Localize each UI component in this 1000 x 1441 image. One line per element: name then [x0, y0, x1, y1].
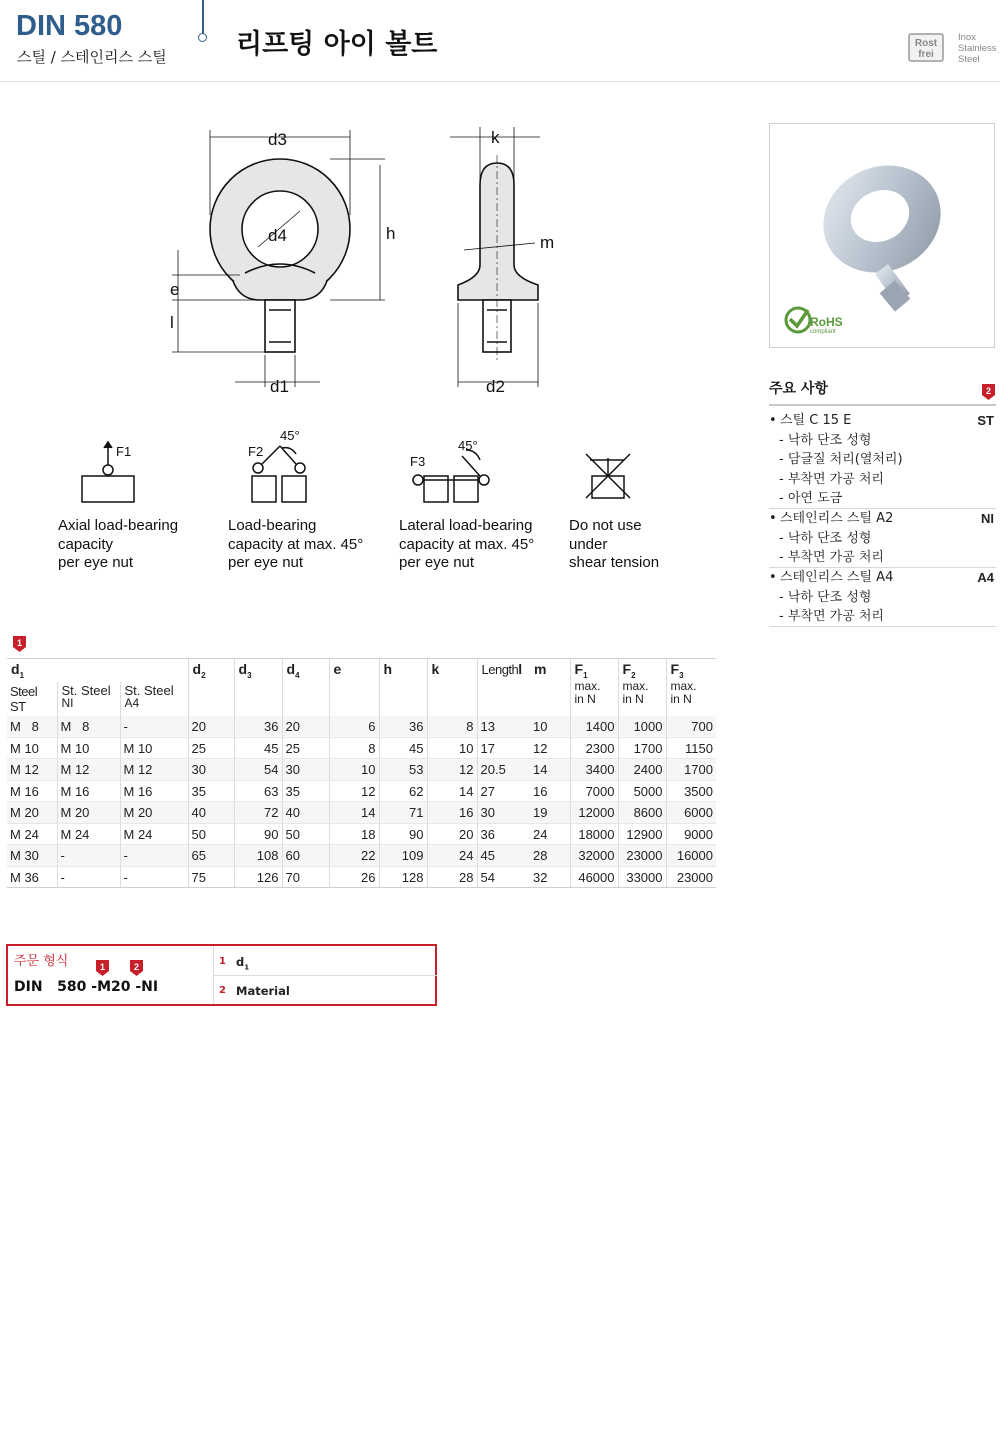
features-badge — [982, 384, 995, 400]
table-cell: 8600 — [618, 802, 666, 824]
features-rule — [769, 404, 996, 406]
order-row-divider — [213, 975, 437, 976]
table-cell: 26 — [329, 866, 379, 888]
table-row — [7, 823, 716, 845]
col-d1: $d_1$ — [7, 659, 188, 682]
table-cell: M 20 — [120, 802, 188, 824]
table-cell: 12000 — [570, 802, 618, 824]
caption-line: capacity at max. 45° — [228, 535, 364, 553]
table-cell: 10 — [427, 737, 477, 759]
table-cell: 33000 — [618, 866, 666, 888]
table-cell: 30 — [477, 802, 530, 824]
table-cell: M 24 — [120, 823, 188, 845]
table-cell: 36 — [234, 716, 282, 738]
stainless-label-line: Stainless — [958, 43, 997, 54]
dim-l: l — [170, 313, 174, 332]
col-d3: $d_3$ — [234, 659, 282, 716]
table-cell: 18000 — [570, 823, 618, 845]
table-cell: - — [57, 866, 120, 888]
stainless-label-line: Steel — [958, 54, 980, 65]
table-cell: 24 — [530, 823, 570, 845]
table-cell: 3400 — [570, 759, 618, 781]
table-cell: 71 — [379, 802, 427, 824]
frei-text: frei — [918, 49, 934, 60]
material-code: A4 — [977, 570, 994, 585]
table-cell: M 8 — [7, 716, 57, 738]
material-name: 스틸 C 15 E — [780, 413, 852, 428]
dim-e: e — [170, 280, 180, 299]
material-code: NI — [981, 511, 994, 526]
table-cell: M 16 — [120, 780, 188, 802]
feature-group-title — [769, 509, 996, 529]
table-cell: 75 — [188, 866, 234, 888]
table-cell: 14 — [329, 802, 379, 824]
table-cell: 53 — [379, 759, 427, 781]
table-cell: 90 — [379, 823, 427, 845]
table-cell: M 16 — [7, 780, 57, 802]
caption-line: Lateral load-bearing — [399, 517, 533, 534]
table-cell: 19 — [530, 802, 570, 824]
table-badge-number: 1 — [16, 638, 23, 648]
table-cell: - — [57, 845, 120, 867]
table-cell: 45 — [477, 845, 530, 867]
table-cell: 30 — [282, 759, 329, 781]
table-row — [7, 716, 716, 738]
table-cell: 45 — [379, 737, 427, 759]
table-cell: 24 — [427, 845, 477, 867]
caption-line: per eye nut — [58, 554, 134, 571]
angle-label-2: 45° — [458, 438, 478, 453]
feature-item: - 아연 도금 — [779, 491, 843, 506]
table-cell: 60 — [282, 845, 329, 867]
table-cell: 126 — [234, 866, 282, 888]
table-cell: M 24 — [7, 823, 57, 845]
rohs-sub-label: compliant — [810, 329, 836, 335]
table-cell: 20 — [427, 823, 477, 845]
col-f3: $F_3$ max. in N — [666, 659, 716, 716]
table-cell: M 8 — [57, 716, 120, 738]
table-cell: M 12 — [7, 759, 57, 781]
product-photo — [769, 123, 995, 348]
table-header-row — [7, 659, 716, 682]
col-k: k — [427, 659, 477, 716]
col-d2: $d_2$ — [188, 659, 234, 716]
dim-k: k — [491, 128, 500, 147]
features-rule — [769, 626, 996, 627]
table-row — [7, 802, 716, 824]
table-cell: 2400 — [618, 759, 666, 781]
table-cell: 90 — [234, 823, 282, 845]
table-cell: 27 — [477, 780, 530, 802]
order-badge-number: 1 — [99, 962, 106, 972]
feature-group-ni — [769, 509, 996, 568]
col-m: m — [530, 659, 570, 716]
table-cell: 32 — [530, 866, 570, 888]
order-badge-1 — [96, 960, 109, 976]
table-cell: 8 — [329, 737, 379, 759]
table-cell: - — [120, 866, 188, 888]
table-cell: M 10 — [57, 737, 120, 759]
order-code: DIN 580 -M20 -NI — [14, 979, 159, 995]
load-case-caption — [58, 517, 178, 573]
feature-group-title — [769, 411, 996, 431]
table-cell: - — [120, 845, 188, 867]
feature-item: - 낙하 단조 성형 — [779, 432, 872, 448]
table-cell: 1000 — [618, 716, 666, 738]
table-cell: 62 — [379, 780, 427, 802]
feature-item: - 낙하 단조 성형 — [779, 589, 872, 605]
dimension-table — [7, 658, 716, 888]
table-cell: 40 — [188, 802, 234, 824]
table-cell: 128 — [379, 866, 427, 888]
page-title: 리프팅 아이 볼트 — [236, 29, 438, 60]
col-e: e — [329, 659, 379, 716]
order-badge-number: 2 — [133, 962, 140, 972]
feature-item: - 부착면 가공 처리 — [779, 550, 884, 565]
feature-item: - 부착면 가공 처리 — [779, 471, 884, 487]
product-subtitle: 스틸 / 스테인리스 스틸 — [17, 48, 167, 66]
table-cell: M 20 — [7, 802, 57, 824]
stainless-label — [958, 32, 997, 65]
table-cell: 108 — [234, 845, 282, 867]
table-cell: 20 — [282, 716, 329, 738]
rohs-label: RoHS — [810, 315, 843, 329]
col-f1: $F_1$ max. in N — [570, 659, 618, 716]
header-divider-dot — [198, 33, 207, 42]
table-row — [7, 737, 716, 759]
table-row — [7, 759, 716, 781]
col-steel-ni: St. Steel NI — [57, 682, 120, 716]
order-item-text: Material — [236, 984, 290, 998]
table-cell: M 12 — [120, 759, 188, 781]
table-cell: 9000 — [666, 823, 716, 845]
material-code: ST — [977, 413, 994, 428]
material-name: 스테인리스 스틸 A2 — [780, 511, 894, 526]
table-cell: 25 — [282, 737, 329, 759]
table-cell: 13 — [477, 716, 530, 738]
force-f1-label: F1 — [116, 444, 132, 459]
load-case-caption — [399, 517, 534, 573]
stainless-label-line: Inox — [958, 32, 976, 43]
table-cell: 109 — [379, 845, 427, 867]
load-case-icons — [58, 418, 698, 578]
caption-line: per eye nut — [228, 554, 304, 571]
order-label: 주문 형식 — [14, 954, 69, 969]
table-cell: 17 — [477, 737, 530, 759]
bullet: • — [769, 570, 777, 585]
table-cell: M 12 — [57, 759, 120, 781]
table-cell: 18 — [329, 823, 379, 845]
table-cell: 54 — [477, 866, 530, 888]
table-cell: 3500 — [666, 780, 716, 802]
table-cell: 6 — [329, 716, 379, 738]
table-cell: 63 — [234, 780, 282, 802]
rostfrei-logo — [908, 31, 952, 63]
table-cell: M 10 — [120, 737, 188, 759]
table-cell: 25 — [188, 737, 234, 759]
col-length: Lengthl — [477, 659, 530, 716]
force-f2-label: F2 — [248, 444, 264, 459]
table-cell: 40 — [282, 802, 329, 824]
table-cell: 12 — [530, 737, 570, 759]
table-cell: 50 — [188, 823, 234, 845]
feature-group-title — [769, 568, 996, 588]
caption-line: Axial load-bearing — [58, 517, 179, 534]
table-cell: 65 — [188, 845, 234, 867]
table-cell: 36 — [477, 823, 530, 845]
table-cell: 12 — [427, 759, 477, 781]
table-cell: 1700 — [618, 737, 666, 759]
dim-d2: d2 — [486, 377, 505, 396]
table-cell: 28 — [427, 866, 477, 888]
table-cell: 23000 — [618, 845, 666, 867]
table-cell: M 16 — [57, 780, 120, 802]
load-case-caption — [569, 517, 659, 573]
table-cell: 8 — [427, 716, 477, 738]
feature-group-a4 — [769, 568, 996, 627]
table-cell: 5000 — [618, 780, 666, 802]
table-cell: M 10 — [7, 737, 57, 759]
feature-item: - 부착면 가공 처리 — [779, 609, 884, 624]
table-cell: M 30 — [7, 845, 57, 867]
table-cell: 10 — [329, 759, 379, 781]
caption-line: Load-bearing — [228, 517, 317, 534]
table-cell: 14 — [530, 759, 570, 781]
order-badge-2 — [130, 960, 143, 976]
table-cell: 1150 — [666, 737, 716, 759]
table-cell: - — [120, 716, 188, 738]
table-cell: 12 — [329, 780, 379, 802]
dim-d4: d4 — [268, 226, 287, 245]
table-cell: 2300 — [570, 737, 618, 759]
table-cell: 28 — [530, 845, 570, 867]
table-cell: 20 — [188, 716, 234, 738]
caption-line: capacity — [58, 535, 114, 553]
table-cell: 1700 — [666, 759, 716, 781]
table-cell: 700 — [666, 716, 716, 738]
col-h: h — [379, 659, 427, 716]
col-d4: $d_4$ — [282, 659, 329, 716]
dim-d1: d1 — [270, 377, 289, 396]
dim-m: m — [540, 233, 555, 252]
col-steel-st: Steel ST — [10, 683, 38, 714]
table-cell: 1400 — [570, 716, 618, 738]
dim-d3: d3 — [268, 130, 287, 149]
table-cell: 35 — [188, 780, 234, 802]
caption-line: Do not use — [569, 517, 642, 534]
table-row — [7, 866, 716, 888]
table-cell: 16 — [427, 802, 477, 824]
page-header — [0, 0, 1000, 82]
table-cell: 50 — [282, 823, 329, 845]
table-cell: 7000 — [570, 780, 618, 802]
table-row — [7, 845, 716, 867]
table-cell: 22 — [329, 845, 379, 867]
order-item-number: 1 — [219, 956, 226, 967]
table-cell: 72 — [234, 802, 282, 824]
caption-line: capacity at max. 45° — [399, 535, 535, 553]
order-example-box — [6, 944, 437, 1006]
caption-line: under — [569, 535, 608, 553]
feature-item: - 낙하 단조 성형 — [779, 530, 872, 546]
product-code: DIN 580 — [16, 10, 123, 42]
table-cell: M 36 — [7, 866, 57, 888]
features-heading: 주요 사항 — [769, 381, 828, 397]
table-cell: 20.5 — [477, 759, 530, 781]
caption-line: per eye nut — [399, 554, 475, 571]
rost-text: Rost — [914, 38, 938, 49]
table-cell: M 24 — [57, 823, 120, 845]
technical-drawing — [150, 115, 570, 405]
header-divider — [202, 0, 204, 34]
bullet: • — [769, 511, 777, 526]
feature-item: - 담글질 처리(열처리) — [779, 452, 903, 467]
table-cell: 10 — [530, 716, 570, 738]
table-cell: 30 — [188, 759, 234, 781]
force-f3-label: F3 — [410, 454, 426, 469]
angle-label-1: 45° — [280, 428, 300, 443]
features-badge-number: 2 — [985, 386, 992, 396]
eye-bolt-image — [770, 124, 993, 346]
col-f2: $F_2$ max. in N — [618, 659, 666, 716]
table-cell: 6000 — [666, 802, 716, 824]
table-cell: 54 — [234, 759, 282, 781]
table-cell: 12900 — [618, 823, 666, 845]
table-body — [7, 716, 716, 888]
table-cell: 32000 — [570, 845, 618, 867]
table-cell: 23000 — [666, 866, 716, 888]
col-steel-a4: St. Steel A4 — [120, 682, 188, 716]
table-cell: 46000 — [570, 866, 618, 888]
bullet: • — [769, 413, 777, 428]
table-cell: 45 — [234, 737, 282, 759]
feature-group-st — [769, 411, 996, 509]
table-cell: 36 — [379, 716, 427, 738]
load-case-caption — [228, 517, 363, 573]
table-row — [7, 780, 716, 802]
dim-h: h — [386, 224, 396, 243]
load-case-pictograms — [58, 418, 698, 508]
material-name: 스테인리스 스틸 A4 — [780, 570, 894, 585]
table-cell: 35 — [282, 780, 329, 802]
table-cell: 14 — [427, 780, 477, 802]
table-badge — [13, 636, 26, 652]
table-cell: M 20 — [57, 802, 120, 824]
table-cell: 70 — [282, 866, 329, 888]
table-cell: 16 — [530, 780, 570, 802]
order-item-text: $d_1$ — [236, 955, 250, 972]
caption-line: shear tension — [569, 554, 660, 571]
table-cell: 16000 — [666, 845, 716, 867]
order-item-number: 2 — [219, 985, 226, 996]
